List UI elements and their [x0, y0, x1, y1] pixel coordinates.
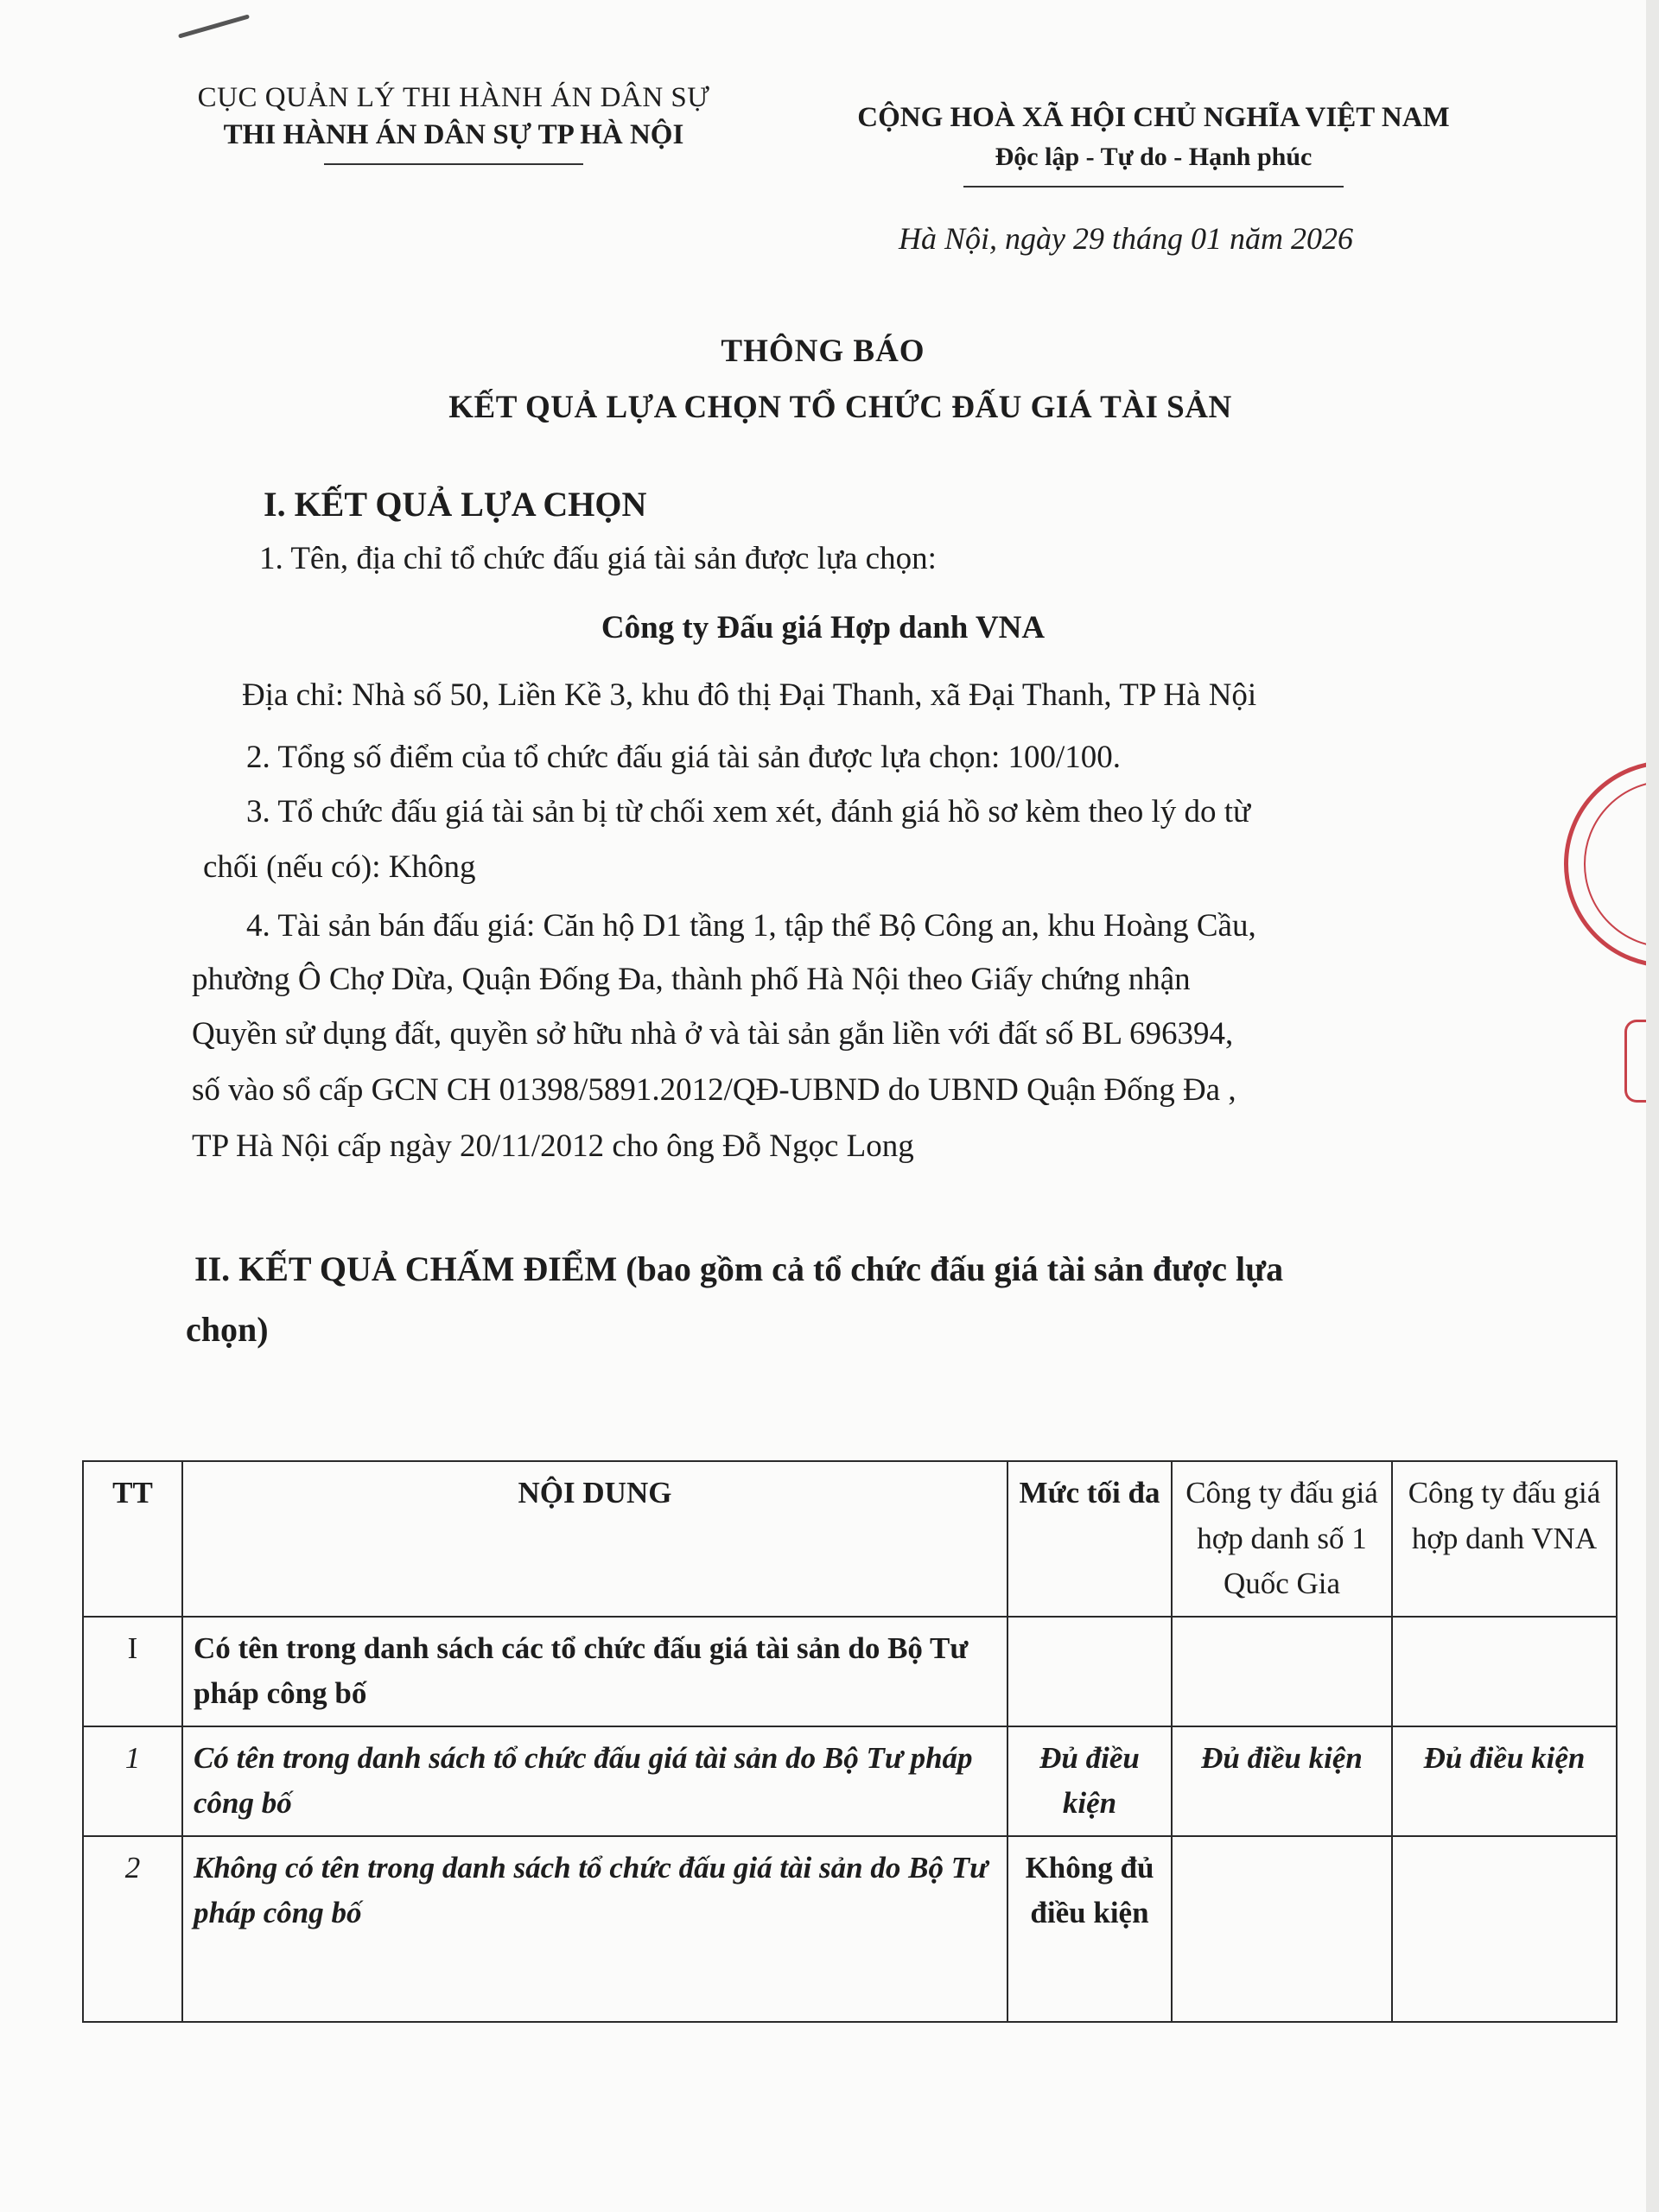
country-name: CỘNG HOÀ XÃ HỘI CHỦ NGHĨA VIỆT NAM — [857, 102, 1450, 133]
row-tt: I — [83, 1617, 182, 1726]
national-motto — [817, 102, 1491, 188]
table-row — [83, 1617, 1617, 1726]
section1-item1: 1. Tên, địa chỉ tổ chức đấu giá tài sản được lựa chọn: — [259, 541, 937, 576]
document-title: THÔNG BÁO — [721, 334, 925, 369]
document-subtitle: KẾT QUẢ LỰA CHỌN TỔ CHỨC ĐẤU GIÁ TÀI SẢN — [448, 390, 1232, 425]
section1-heading: I. KẾT QUẢ LỰA CHỌN — [264, 485, 647, 524]
row-tt: 1 — [83, 1726, 182, 1836]
row-org1-result — [1172, 1617, 1392, 1726]
red-seal-stamp — [1564, 760, 1646, 968]
row-max-score — [1007, 1617, 1172, 1726]
section1-item4-line3: Quyền sử dụng đất, quyền sở hữu nhà ở và tài sản gắn liền với đất số BL 696394, — [192, 1016, 1234, 1052]
section1-item4-line2: phường Ô Chợ Dừa, Quận Đống Đa, thành phố Hà Nội theo Giấy chứng nhận — [192, 962, 1191, 997]
selected-company: Công ty Đấu giá Hợp danh VNA — [601, 610, 1046, 645]
row-tt: 2 — [83, 1836, 182, 2022]
row-org1-result: Đủ điều kiện — [1172, 1726, 1392, 1836]
row-content: Không có tên trong danh sách tổ chức đấu giá tài sản do Bộ Tư pháp công bố — [182, 1836, 1007, 2022]
row-org1-result — [1172, 1836, 1392, 2022]
header-content: NỘI DUNG — [182, 1461, 1007, 1617]
table-header-row — [83, 1461, 1617, 1617]
header-tt: TT — [83, 1461, 182, 1617]
section1-item3-line1: 3. Tổ chức đấu giá tài sản bị từ chối xem xét, đánh giá hồ sơ kèm theo lý do từ — [246, 794, 1251, 830]
row-content: Có tên trong danh sách các tổ chức đấu giá tài sản do Bộ Tư pháp công bố — [182, 1617, 1007, 1726]
pen-mark — [178, 14, 250, 38]
row-org2-result — [1392, 1617, 1617, 1726]
scoring-table — [82, 1460, 1618, 2023]
row-content: Có tên trong danh sách tổ chức đấu giá tài sản do Bộ Tư pháp công bố — [182, 1726, 1007, 1836]
agency-name: THI HÀNH ÁN DÂN SỰ TP HÀ NỘI — [223, 119, 684, 150]
section1-item2: 2. Tổng số điểm của tổ chức đấu giá tài sản được lựa chọn: 100/100. — [246, 740, 1122, 775]
table-row — [83, 1836, 1617, 2022]
header-org2: Công ty đấu giá hợp danh VNA — [1392, 1461, 1617, 1617]
company-address: Địa chỉ: Nhà số 50, Liền Kề 3, khu đô thị Đại Thanh, xã Đại Thanh, TP Hà Nội — [242, 677, 1257, 713]
header-org1: Công ty đấu giá hợp danh số 1 Quốc Gia — [1172, 1461, 1392, 1617]
section1-item3-line2: chối (nếu có): Không — [203, 849, 476, 885]
section1-item4-line5: TP Hà Nội cấp ngày 20/11/2012 cho ông Đỗ Ngọc Long — [192, 1128, 914, 1164]
agency-parent: CỤC QUẢN LÝ THI HÀNH ÁN DÂN SỰ — [197, 82, 710, 113]
issuing-agency — [156, 82, 752, 165]
row-max-score: Đủ điều kiện — [1007, 1726, 1172, 1836]
agency-underline — [324, 163, 583, 165]
section2-heading-line2: chọn) — [186, 1310, 269, 1349]
document-date: Hà Nội, ngày 29 tháng 01 năm 2026 — [899, 221, 1353, 256]
table-row — [83, 1726, 1617, 1836]
motto: Độc lập - Tự do - Hạnh phúc — [995, 143, 1313, 171]
section1-item4-line4: số vào sổ cấp GCN CH 01398/5891.2012/QĐ-UBND do UBND Quận Đống Đa , — [192, 1072, 1236, 1108]
row-org2-result: Đủ điều kiện — [1392, 1726, 1617, 1836]
section1-item4-line1: 4. Tài sản bán đấu giá: Căn hộ D1 tầng 1, tập thể Bộ Công an, khu Hoàng Cầu, — [246, 908, 1256, 944]
row-org2-result — [1392, 1836, 1617, 2022]
row-max-score: Không đủ điều kiện — [1007, 1836, 1172, 2022]
motto-underline — [963, 186, 1344, 188]
section2-heading-line1: II. KẾT QUẢ CHẤM ĐIỂM (bao gồm cả tổ chức đấu giá tài sản được lựa — [194, 1249, 1284, 1288]
seal-fragment — [1624, 1020, 1646, 1103]
header-max-score: Mức tối đa — [1007, 1461, 1172, 1617]
